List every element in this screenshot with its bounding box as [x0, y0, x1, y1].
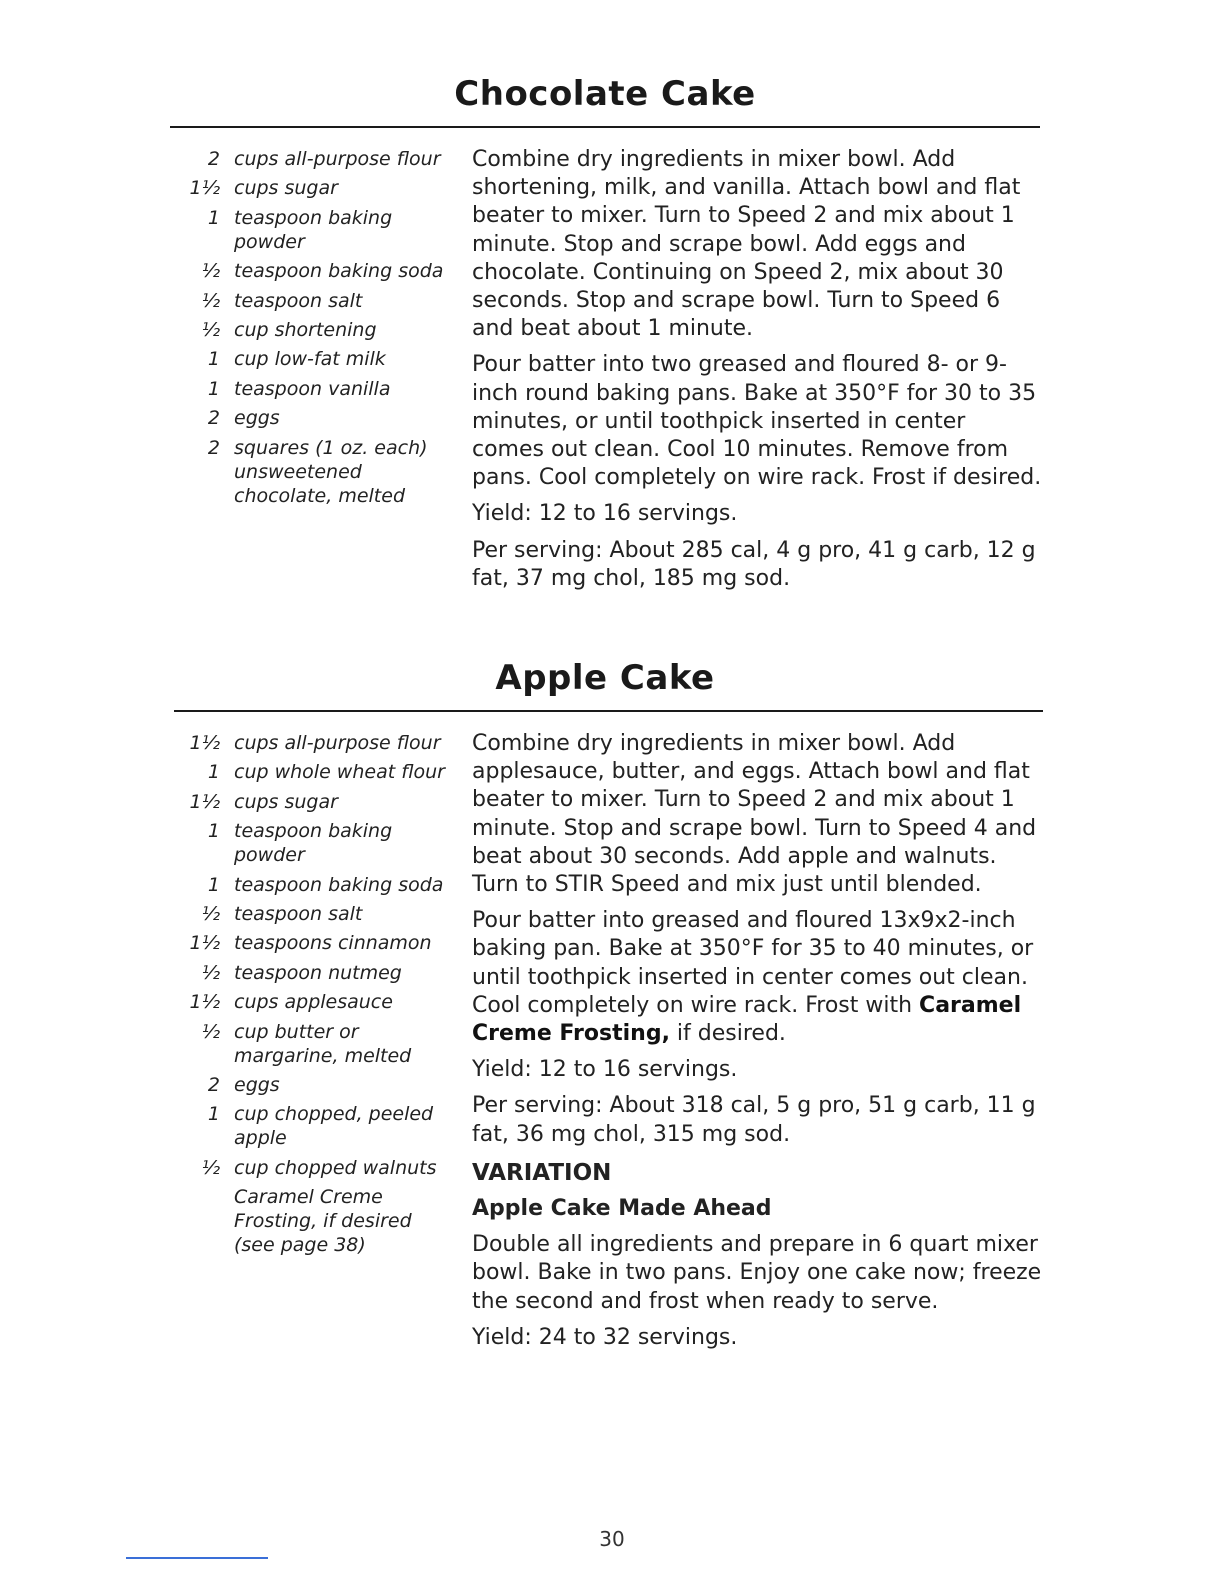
variation-yield: Yield: 24 to 32 servings.	[472, 1324, 738, 1350]
variation-heading: VARIATION	[472, 1159, 612, 1186]
directions	[472, 146, 1044, 601]
ingredient-item: 1½ cups sugar	[189, 177, 338, 200]
direction-paragraph: Combine dry ingredients in mixer bowl. Add shortening, milk, and vanilla. Attach bowl and flat beater to mixer. Turn to Speed 2 and mix about 1 minute. Stop and scrape bowl. Add eggs and chocolate. Continuing on Speed 2, mix about 30 seconds. Stop and scrape bowl. Turn to Speed 6 and beat about 1 minute.	[472, 147, 1021, 342]
yield-text: Yield: 12 to 16 servings.	[472, 501, 738, 527]
recipe-title-chocolate-cake: Chocolate Cake	[454, 74, 756, 114]
ingredient-list	[172, 147, 452, 513]
ingredient-item: 1 cup whole wheat flour	[207, 761, 445, 784]
recipe-title-apple-cake: Apple Cake	[495, 658, 715, 698]
ingredient-item: Caramel Creme Frosting, if desired (see page 38)	[234, 1186, 412, 1257]
ingredient-item: ½ cup chopped walnuts	[201, 1156, 437, 1179]
direction-paragraph: Pour batter into greased and floured 13x9x2-inch baking pan. Bake at 350°F for 35 to 40 minutes, or until toothpick inserted in center comes out clean. Cool completely on wire rack. Frost with Caramel Creme Frosting, if desired.	[472, 908, 1034, 1047]
direction-paragraph: Pour batter into two greased and floured 8- or 9-inch round baking pans. Bake at 350°F for 30 to 35 minutes, or until toothpick inserted in center comes out clean. Cool 10 minutes. Remove from pans. Cool completely on wire rack. Frost if desired.	[472, 352, 1042, 491]
ingredient-item: 1½ cups all-purpose flour	[189, 732, 441, 754]
ingredient-item: 1½ cups sugar	[189, 790, 338, 813]
variation-subheading: Apple Cake Made Ahead	[472, 1196, 772, 1222]
variation-text: Double all ingredients and prepare in 6 quart mixer bowl. Bake in two pans. Enjoy one cake now; freeze the second and frost when ready to serve.	[472, 1232, 1042, 1314]
directions	[472, 730, 1044, 1360]
direction-paragraph: Combine dry ingredients in mixer bowl. Add applesauce, butter, and eggs. Attach bowl and flat beater to mixer. Turn to Speed 2 and mix about 1 minute. Stop and scrape bowl. Turn to Speed 4 and beat about 30 seconds. Add apple and walnuts. Turn to STIR Speed and mix just until blended.	[472, 731, 1037, 898]
title-divider	[170, 126, 1040, 128]
ingredient-item: ½ teaspoon salt	[201, 289, 363, 312]
nutrition-text: Per serving: About 285 cal, 4 g pro, 41 g carb, 12 g fat, 37 mg chol, 185 mg sod.	[472, 537, 1036, 591]
ingredient-item: ½ teaspoon nutmeg	[201, 961, 402, 984]
ingredient-item: 1 teaspoon baking soda	[207, 873, 444, 896]
ingredient-item: 1 teaspoon vanilla	[207, 377, 391, 400]
ingredient-item: 1½ cups applesauce	[189, 991, 393, 1014]
ingredient-item: 1 cup low-fat milk	[207, 348, 386, 371]
ingredient-item: 2 eggs	[207, 407, 280, 430]
ingredient-item: ½ cup butter or margarine, melted	[201, 1020, 412, 1067]
ingredient-item: ½ teaspoon baking soda	[201, 260, 444, 283]
ingredient-item: 2 eggs	[207, 1073, 280, 1096]
title-divider	[174, 710, 1043, 712]
nutrition-text: Per serving: About 318 cal, 5 g pro, 51 g carb, 11 g fat, 36 mg chol, 315 mg sod.	[472, 1093, 1036, 1147]
ingredient-item: ½ teaspoon salt	[201, 902, 363, 925]
ingredient-item: 1 cup chopped, peeled apple	[207, 1103, 434, 1150]
ingredient-item: 1 teaspoon baking powder	[207, 820, 393, 867]
ingredient-item: 1½ teaspoons cinnamon	[189, 932, 432, 955]
frosting-reference: Caramel Creme Frosting,	[472, 992, 1022, 1047]
ingredient-item: 2 squares (1 oz. each) unsweetened chocolate, melted	[207, 436, 428, 507]
ingredient-list	[172, 731, 452, 1262]
page-number: 30	[599, 1527, 625, 1551]
ingredient-item: 2 cups all-purpose flour	[207, 148, 441, 170]
ingredient-item: ½ cup shortening	[201, 318, 377, 341]
ingredient-item: 1 teaspoon baking powder	[207, 206, 393, 253]
link-underline	[126, 1557, 268, 1559]
yield-text: Yield: 12 to 16 servings.	[472, 1057, 738, 1083]
